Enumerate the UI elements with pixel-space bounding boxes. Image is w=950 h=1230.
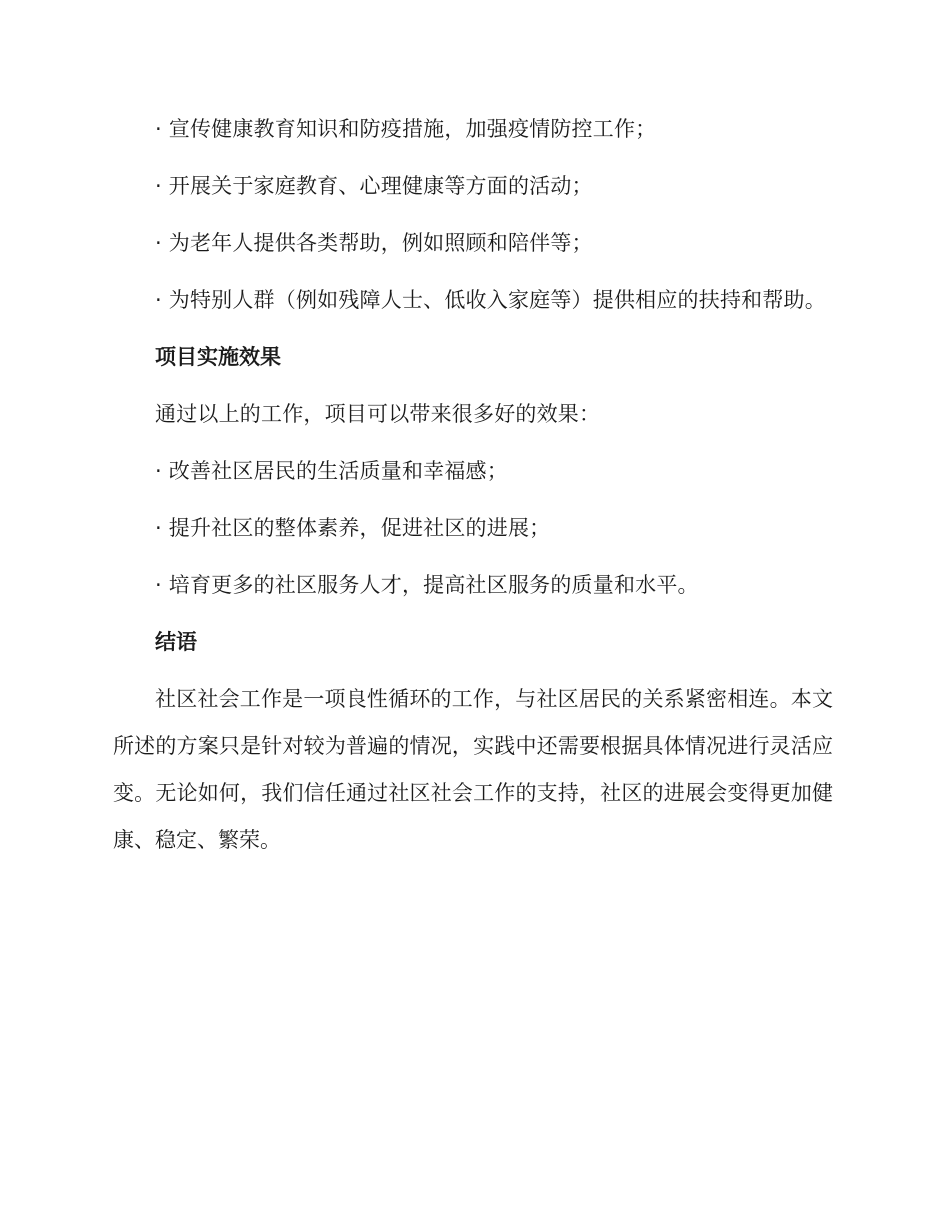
list-item: · 开展关于家庭教育、心理健康等方面的活动； [155,174,593,198]
list-item: · 培育更多的社区服务人才，提高社区服务的质量和水平。 [155,573,699,597]
list-item: · 改善社区居民的生活质量和幸福感； [155,459,508,483]
section-heading-conclusion: 结语 [155,630,197,654]
list-item: · 为老年人提供各类帮助，例如照顾和陪伴等； [155,231,593,255]
list-item: · 宣传健康教育知识和防疫措施，加强疫情防控工作； [155,117,657,141]
document-body [113,106,833,874]
conclusion-paragraph: 社区社会工作是一项良性循环的工作，与社区居民的关系紧密相连。本文所述的方案只是针对较为普遍的情况，实践中还需要根据具体情况进行灵活应变。无论如何，我们信任通过社区社会工作的支持，社区的进展会变得更加健康、稳定、繁荣。 [113,687,833,852]
list-item: · 提升社区的整体素养，促进社区的进展； [155,516,551,540]
section-heading-effect: 项目实施效果 [155,345,281,369]
section-intro: 通过以上的工作，项目可以带来很多好的效果： [155,402,601,426]
list-item: · 为特别人群（例如残障人士、低收入家庭等）提供相应的扶持和帮助。 [155,288,826,312]
